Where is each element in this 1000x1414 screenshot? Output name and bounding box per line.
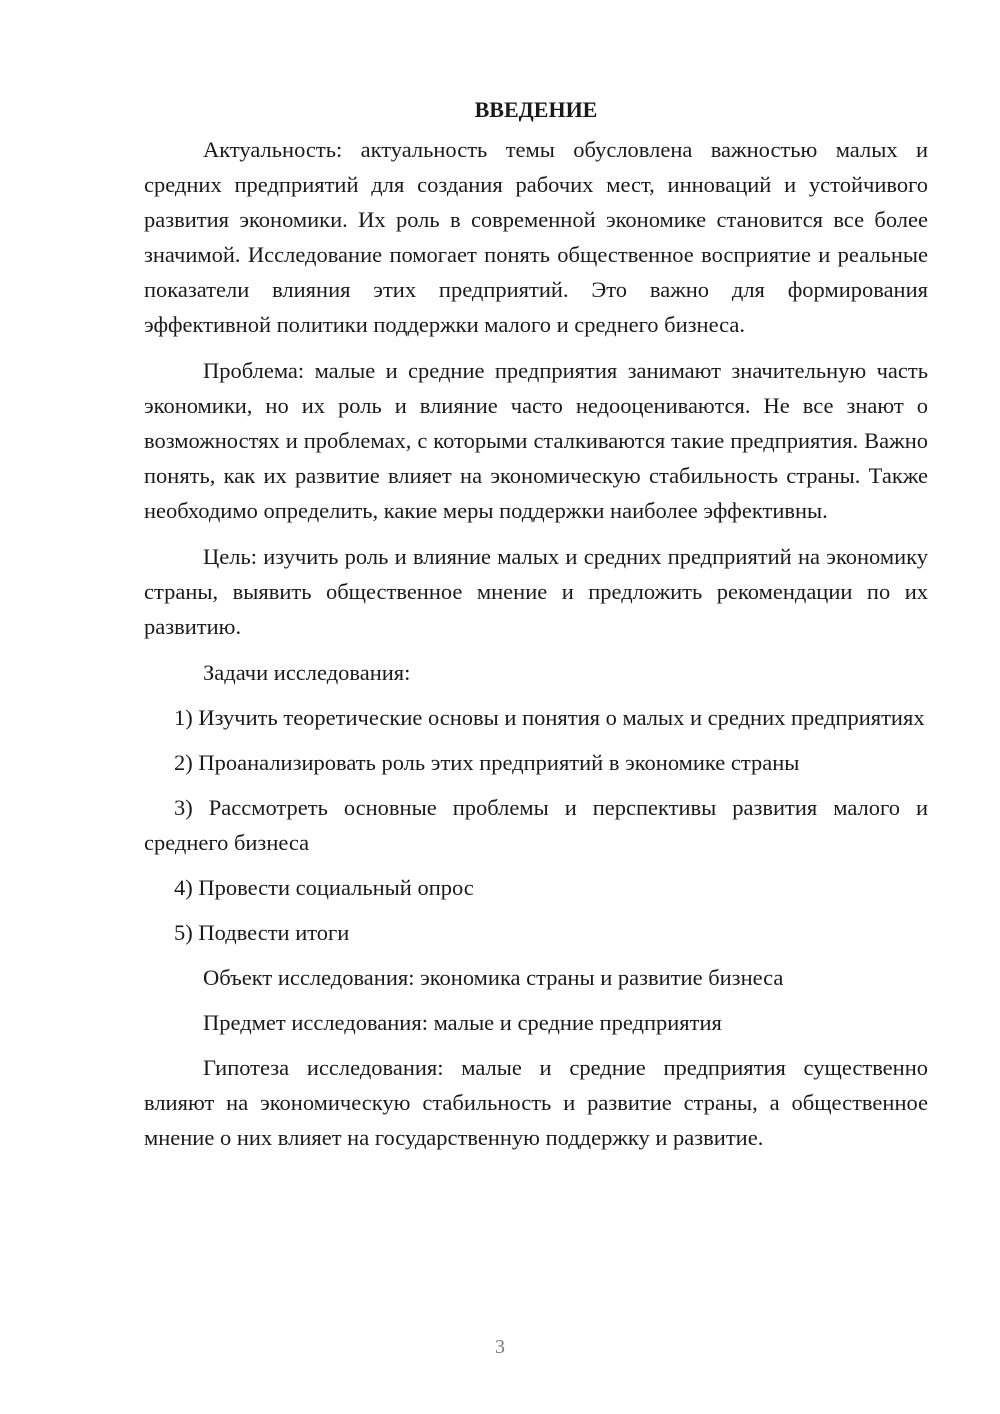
hypothesis-paragraph: Гипотеза исследования: малые и средние предприятия существенно влияют на экономическую стабильность и развитие страны, а общественное мнение о них влияет на государственную поддержку и развитие. (144, 1055, 928, 1150)
page-number: 3 (495, 1336, 505, 1358)
relevance-paragraph: Актуальность: актуальность темы обусловлена важностью малых и средних предприятий для создания рабочих мест, инноваций и устойчивого развития экономики. Их роль в современной экономике становится все более значимой. Исследование помогает понять общественное восприятие и реальные показатели влияния этих предприятий. Это важно для формирования эффективной политики поддержки малого и среднего бизнеса. (144, 137, 928, 337)
task-item-3: 3) Рассмотреть основные проблемы и перспективы развития малого и среднего бизнеса (144, 795, 928, 855)
task-item-4: 4) Провести социальный опрос (174, 875, 474, 900)
page-title: ВВЕДЕНИЕ (474, 97, 598, 122)
object-paragraph: Объект исследования: экономика страны и развитие бизнеса (203, 965, 784, 990)
problem-paragraph: Проблема: малые и средние предприятия занимают значительную часть экономики, но их роль и влияние часто недооцениваются. Не все знают о возможностях и проблемах, с которыми сталкиваются такие предприятия. Важно понять, как их развитие влияет на экономическую стабильность страны. Также необходимо определить, какие меры поддержки наиболее эффективны. (144, 358, 928, 523)
task-item-2: 2) Проанализировать роль этих предприятий в экономике страны (174, 750, 800, 775)
goal-paragraph: Цель: изучить роль и влияние малых и средних предприятий на экономику страны, выявить общественное мнение и предложить рекомендации по их развитию. (144, 544, 928, 639)
subject-paragraph: Предмет исследования: малые и средние предприятия (203, 1010, 722, 1035)
task-item-1: 1) Изучить теоретические основы и понятия о малых и средних предприятиях (174, 705, 925, 730)
document-page (144, 92, 928, 1166)
tasks-heading: Задачи исследования: (203, 660, 411, 685)
task-item-5: 5) Подвести итоги (174, 920, 350, 945)
